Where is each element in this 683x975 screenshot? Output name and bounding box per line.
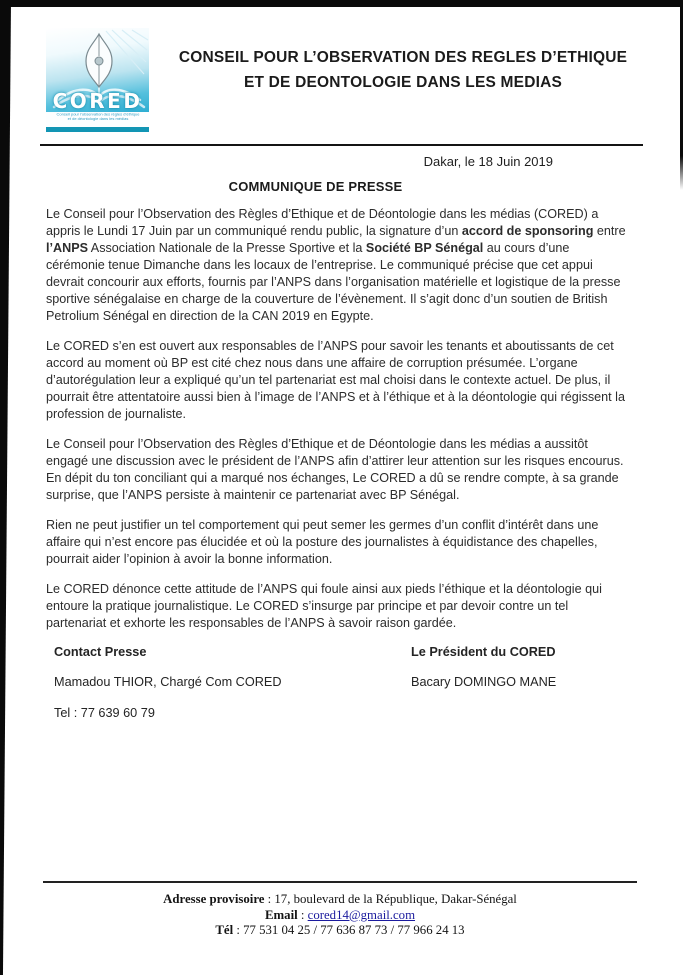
footer-email-label: Email — [264, 907, 298, 922]
footer-phone-line — [43, 923, 637, 939]
document-title: COMMUNIQUE DE PRESSE — [228, 179, 403, 194]
logo-tagline-line2: et de déontologie dans les médias — [67, 116, 128, 121]
footer-address-label: Adresse provisoire — [163, 892, 265, 906]
document-footer — [43, 881, 637, 939]
paragraph-4: Rien ne peut justifier un tel comportement qui peut semer les germes d’un conflit d’intérêt dans une affaire qui n’est encore pas élucidée et où la posture des journalistes à équidistance des chapelles, pourrait aider l’opinion à avoir la bonne information. — [46, 518, 599, 566]
date-line: Dakar, le 18 Juin 2019 — [423, 154, 553, 169]
document-header — [46, 28, 643, 132]
paragraph-3: Le Conseil pour l’Observation des Règles d’Ethique et de Déontologie dans les médias a aussitôt engagé une discussion avec le président de l’ANPS afin d’attirer leur attention sur les risques encourus. En dépit du ton conciliant qui a marqué nos échanges, Le CORED a dû se rendre compte, à sa grande surprise, que l’ANPS persiste à maintenir ce partenariat avec BP Sénégal. — [46, 437, 624, 502]
footer-divider — [43, 881, 637, 883]
org-title-line2: ET DE DEONTOLOGIE DANS LES MEDIAS — [243, 74, 563, 91]
photo-border-left — [0, 0, 11, 975]
paragraph-5: Le CORED dénonce cette attitude de l’ANPS qui foule ainsi aux pieds l’éthique et la déontologie qui entoure la pratique journalistique. Le CORED s’insurge par principe et par devoir contre un tel partenariat et exhorte les responsables de l’ANPS à savoir raison gardée. — [46, 582, 602, 630]
cored-logo — [46, 28, 149, 132]
footer-phone-label: Tél — [215, 923, 234, 937]
header-divider — [40, 144, 643, 146]
cored-logo-acronym: CORED — [52, 89, 143, 112]
footer-email-line — [43, 908, 637, 924]
press-contact-column — [46, 645, 411, 720]
press-release-body — [46, 206, 628, 632]
footer-phone-value: : 77 531 04 25 / 77 636 87 73 / 77 966 24 13 — [233, 923, 465, 937]
paragraph-1: Le Conseil pour l’Observation des Règles d’Ethique et de Déontologie dans les médias (CORED) a appris le Lundi 17 Juin par un communiqué rendu public, la signature d’un accord de sponsoring entre l’ANPS Association Nationale de la Presse Sportive et la Société BP Sénégal au cours d’une cérémonie tenue Dimanche dans les locaux de l’entreprise. Le communiqué précise que cet appui devrait concourir aux efforts, fournis par l’ANPS dans l’organisation matérielle et logistique de la presse sportive sénégalaise en charge de la couverture de l’évènement. Il s’agit donc d’un soutien de British Petrolium Sénégal en direction de la CAN 2019 en Egypte. — [46, 207, 626, 323]
cored-logo-bottom-strip — [46, 127, 149, 132]
paragraph-2: Le CORED s’en est ouvert aux responsables de l’ANPS pour savoir les tenants et aboutissants de cet accord au moment où BP est cité chez nous dans une affaire de corruption présumée. L’organe d’autorégulation leur a expliqué qu’un tel partenariat est mal choisi dans le contexte actuel. De plus, il pourrait être attentatoire aussi bien à l’image de l’ANPS et à l’éthique et à la déontologie qui régissent la profession de journaliste. — [46, 339, 625, 421]
contact-name: Mamadou THIOR, Chargé Com CORED — [54, 675, 282, 689]
president-column — [411, 645, 643, 720]
cored-logo-art — [46, 28, 149, 112]
org-title-line1: CONSEIL POUR L’OBSERVATION DES REGLES D’ETHIQUE — [178, 49, 628, 66]
email-link[interactable]: cored14@gmail.com — [307, 907, 416, 922]
document-content — [46, 7, 643, 720]
photo-border-top — [0, 0, 683, 7]
org-title — [163, 28, 643, 132]
footer-email-separator: : — [297, 907, 308, 922]
president-heading: Le Président du CORED — [411, 645, 556, 659]
contact-heading: Contact Presse — [54, 645, 147, 659]
logo-tagline-line1: Conseil pour l’observation des règles d’éthique — [56, 112, 139, 117]
president-name: Bacary DOMINGO MANE — [411, 675, 557, 689]
footer-address-line — [43, 892, 637, 908]
signature-block — [46, 645, 643, 720]
contact-phone: Tel : 77 639 60 79 — [54, 706, 155, 720]
cored-logo-tagline — [46, 112, 149, 127]
footer-address-value: : 17, boulevard de la République, Dakar-Sénégal — [264, 892, 517, 906]
